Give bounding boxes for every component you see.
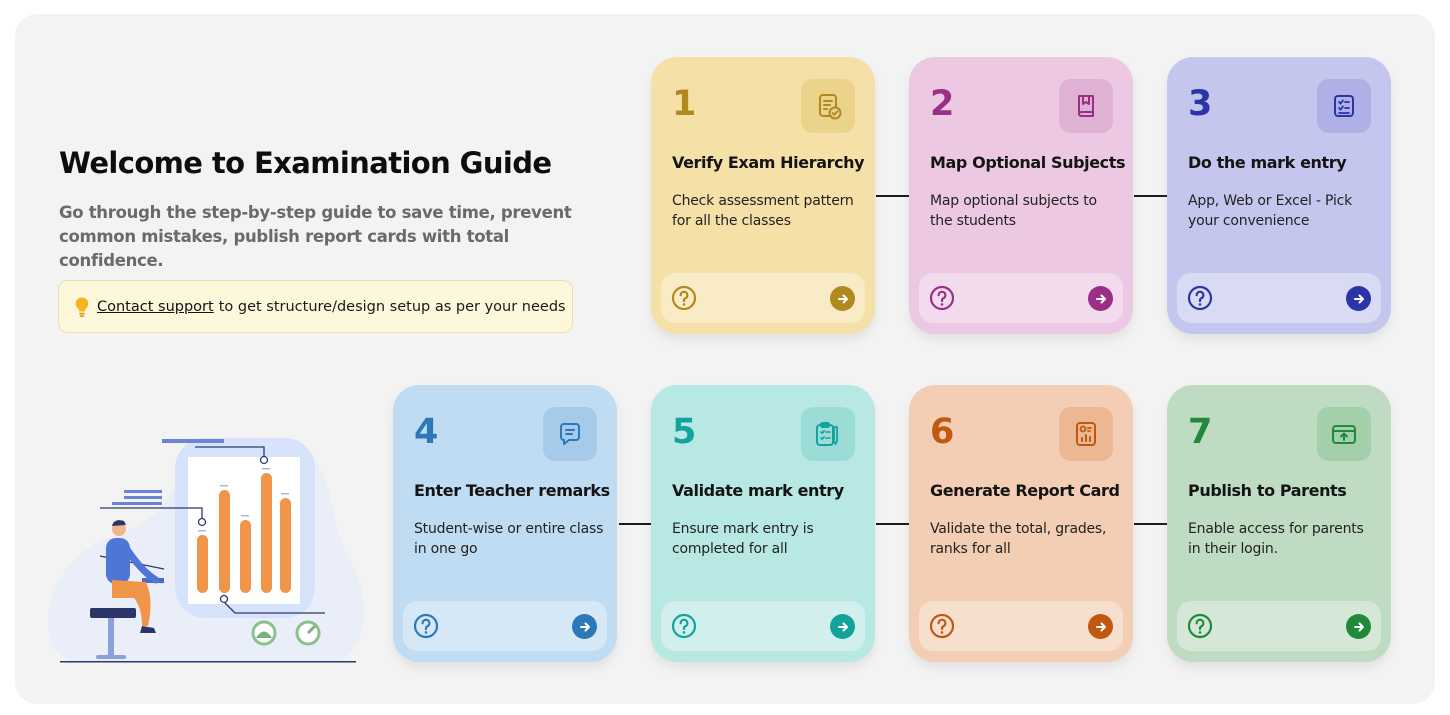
step-title: Verify Exam Hierarchy [672,153,865,172]
step-number: 4 [414,412,439,452]
step-footer [919,601,1123,651]
step-card-2[interactable] [909,57,1133,334]
publish-icon [1317,407,1371,461]
help-icon[interactable] [671,613,697,639]
lightbulb-icon [73,296,91,318]
arrow-right-icon [1095,293,1107,305]
page-title: Welcome to Examination Guide [59,146,552,180]
arrow-right-button[interactable] [1346,614,1371,639]
step-number: 5 [672,412,697,452]
help-icon[interactable] [671,285,697,311]
analytics-illustration [30,430,375,670]
arrow-right-button[interactable] [1088,286,1113,311]
step-description: Enable access for parents in their login. [1188,521,1364,557]
step-description: Ensure mark entry is completed for all [672,521,814,557]
step-title: Do the mark entry [1188,153,1347,172]
arrow-right-button[interactable] [1346,286,1371,311]
arrow-right-button[interactable] [830,286,855,311]
step-card-7[interactable] [1167,385,1391,662]
step-card-4[interactable] [393,385,617,662]
connector-1-2 [876,195,909,197]
step-title: Map Optional Subjects [930,153,1126,172]
step-description: Check assessment pattern for all the classes [672,193,854,229]
arrow-right-icon [1353,293,1365,305]
arrow-right-icon [1353,621,1365,633]
step-title: Generate Report Card [930,481,1120,500]
step-footer [1177,273,1381,323]
step-title: Publish to Parents [1188,481,1347,500]
step-description: Map optional subjects to the students [930,193,1097,229]
connector-2-3 [1134,195,1167,197]
step-footer [661,273,865,323]
step-number: 6 [930,412,955,452]
step-number: 1 [672,84,697,124]
chat-icon [543,407,597,461]
arrow-right-button[interactable] [1088,614,1113,639]
checklist-icon [1317,79,1371,133]
step-title: Enter Teacher remarks [414,481,610,500]
step-number: 3 [1188,84,1213,124]
step-title: Validate mark entry [672,481,844,500]
exam-hierarchy-icon [801,79,855,133]
book-icon [1059,79,1113,133]
report-card-icon [1059,407,1113,461]
step-footer [919,273,1123,323]
arrow-right-button[interactable] [830,614,855,639]
step-card-5[interactable] [651,385,875,662]
connector-5-6 [876,523,909,525]
help-icon[interactable] [1187,285,1213,311]
contact-support-link[interactable]: Contact support [97,298,214,315]
arrow-right-icon [579,621,591,633]
clipboard-pencil-icon [801,407,855,461]
page-subtitle: Go through the step-by-step guide to save time, prevent common mistakes, publish report cards with total confidence. [59,203,572,270]
arrow-right-icon [1095,621,1107,633]
step-card-1[interactable] [651,57,875,334]
help-icon[interactable] [413,613,439,639]
arrow-right-icon [837,621,849,633]
help-icon[interactable] [929,613,955,639]
connector-4-5 [619,523,651,525]
step-card-3[interactable] [1167,57,1391,334]
connector-6-7 [1134,523,1167,525]
arrow-right-button[interactable] [572,614,597,639]
step-number: 7 [1188,412,1213,452]
step-description: Validate the total, grades, ranks for all [930,521,1107,557]
step-description: Student-wise or entire class in one go [414,521,604,557]
step-footer [661,601,865,651]
step-number: 2 [930,84,955,124]
help-icon[interactable] [1187,613,1213,639]
support-text: to get structure/design setup as per your needs [218,298,566,315]
step-description: App, Web or Excel - Pick your convenience [1188,193,1353,229]
support-banner [58,280,573,333]
step-footer [403,601,607,651]
arrow-right-icon [837,293,849,305]
step-card-6[interactable] [909,385,1133,662]
help-icon[interactable] [929,285,955,311]
step-footer [1177,601,1381,651]
